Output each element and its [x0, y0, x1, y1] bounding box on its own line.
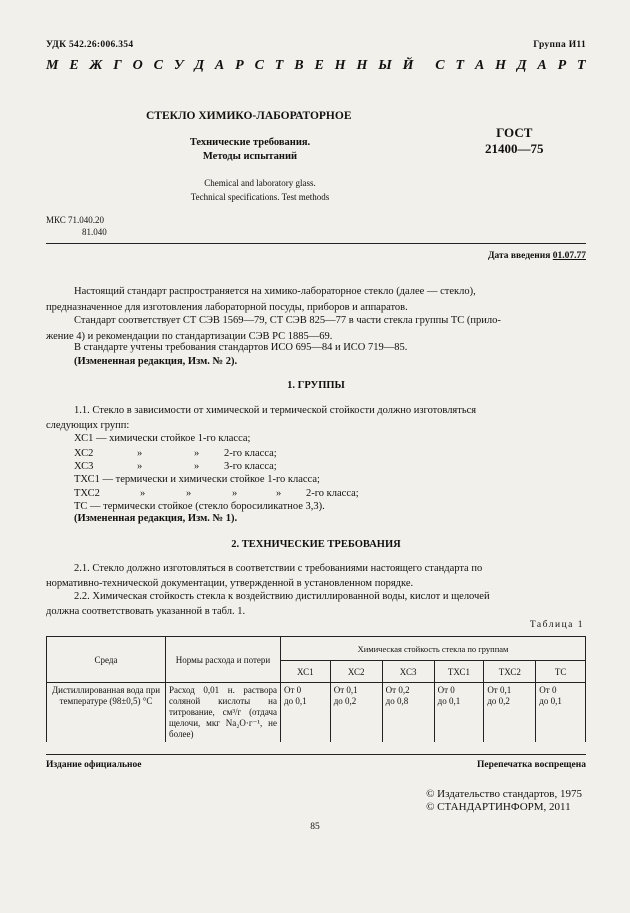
group-code: ХС2	[74, 448, 94, 459]
cell-txc2	[484, 683, 536, 743]
date-label: Дата введения	[487, 251, 551, 261]
group-code: Группа И11	[533, 40, 586, 50]
document-subtitle	[160, 136, 340, 164]
banner-letter: С	[254, 58, 264, 73]
ditto-mark: »	[276, 488, 282, 499]
cell-from: От 0	[539, 685, 557, 695]
banner-letter: Ы	[378, 58, 392, 73]
banner-letter: Е	[314, 58, 324, 73]
header-col-xc3: ХС3	[382, 661, 434, 683]
group-class: 2-го класса;	[306, 488, 359, 499]
mks-code	[46, 214, 107, 238]
page-number: 85	[310, 822, 320, 832]
subtitle-line-1: Технические требования.	[189, 137, 311, 148]
cell-xc1	[281, 683, 331, 743]
subtitle-line-2: Методы испытаний	[202, 151, 298, 162]
copyright-line-2: © СТАНДАРТИНФОРМ, 2011	[426, 801, 571, 813]
group-class: 3-го класса;	[224, 461, 277, 472]
group-code: ТХС2	[74, 488, 100, 499]
banner-letter: Н	[356, 58, 368, 73]
banner-letter: Н	[495, 58, 507, 73]
section-1-paragraph-cont: следующих групп:	[46, 420, 130, 431]
section-2-paragraph-1-cont: нормативно-технической документации, утвержденной в установленном порядке.	[46, 578, 414, 589]
ditto-mark: »	[137, 448, 143, 459]
intro-paragraph-1: Настоящий стандарт распространяется на химико-лабораторное стекло (далее — стекло),	[74, 286, 476, 297]
udk-code: УДК 542.26:006.354	[46, 40, 134, 50]
header-col-txc2: ТХС2	[484, 661, 536, 683]
group-class: 2-го класса;	[224, 448, 277, 459]
row-medium: Дистиллированная вода при температуре (98±0,5) °С	[47, 683, 166, 743]
mks-line-2: 81.040	[82, 227, 107, 237]
document-title: СТЕКЛО ХИМИКО-ЛАБОРАТОРНОЕ	[146, 110, 352, 122]
banner-letter: А	[214, 58, 225, 73]
ditto-mark: »	[140, 488, 146, 499]
cell-from: От 0,2	[385, 685, 410, 695]
gost-label: ГОСТ	[496, 125, 533, 140]
group-item-txc1: ТХС1 — термически и химически стойкое 1-го класса;	[74, 474, 320, 485]
cell-xc3	[382, 683, 434, 743]
banner-letter: В	[294, 58, 304, 73]
header-norms: Нормы расхода и потери	[166, 637, 281, 683]
banner-letter: Д	[194, 58, 205, 73]
header-col-xc1: ХС1	[281, 661, 331, 683]
section-1-paragraph: 1.1. Стекло в зависимости от химической и термической стойкости должно изготовляться	[74, 405, 477, 416]
banner-letter: Р	[557, 58, 567, 73]
gost-number	[485, 125, 544, 157]
banner-letter: Г	[113, 58, 122, 73]
banner-letter: Т	[274, 58, 284, 73]
cell-txc1	[434, 683, 484, 743]
banner-letter: Е	[69, 58, 79, 73]
banner-letter: Т	[577, 58, 586, 73]
intro-paragraph-2: Стандарт соответствует СТ СЭВ 1569—79, СТ СЭВ 825—77 в части стекла группы ТС (прило-	[74, 315, 501, 326]
footer-divider	[46, 754, 586, 755]
banner-letter: С	[153, 58, 163, 73]
cell-tc	[536, 683, 586, 743]
chemical-resistance-table	[46, 636, 586, 742]
english-title-line-1: Chemical and laboratory glass.	[204, 178, 316, 188]
banner-letter: Н	[334, 58, 346, 73]
section-2-title: 2. ТЕХНИЧЕСКИЕ ТРЕБОВАНИЯ	[231, 539, 401, 550]
cell-to: до 0,2	[487, 696, 510, 706]
banner-letter: С	[435, 58, 445, 73]
cell-from: От 0,1	[333, 685, 358, 695]
section-2-paragraph-1: 2.1. Стекло должно изготовляться в соответствии с требованиями настоящего стандарта по	[74, 563, 483, 574]
group-item-xc3	[74, 459, 277, 474]
copyright-line-1: © Издательство стандартов, 1975	[426, 788, 582, 800]
ditto-mark: »	[232, 488, 238, 499]
banner-letter: Ж	[89, 58, 103, 73]
intro-revision-note: (Измененная редакция, Изм. № 2).	[74, 356, 238, 367]
header-col-tc: ТС	[536, 661, 586, 683]
banner-letter: А	[474, 58, 485, 73]
divider	[46, 243, 586, 244]
introduction-date	[488, 251, 586, 261]
cell-to: до 0,1	[539, 696, 562, 706]
ditto-mark: »	[194, 461, 200, 472]
header-col-xc2: ХС2	[330, 661, 382, 683]
section-1-title: 1. ГРУППЫ	[287, 380, 345, 391]
section-1-revision-note: (Измененная редакция, Изм. № 1).	[74, 513, 238, 524]
ditto-mark: »	[137, 461, 143, 472]
banner-letter: А	[537, 58, 547, 73]
table-caption: Таблица 1	[529, 620, 584, 630]
banner-letter: Р	[235, 58, 244, 73]
official-edition: Издание официальное	[46, 760, 142, 770]
cell-to: до 0,1	[284, 696, 307, 706]
interstate-standard-banner	[46, 58, 586, 74]
intro-paragraph-1-cont: предназначенное для изготовления лабораторной посуды, приборов и аппаратов.	[46, 302, 408, 313]
gost-code: 21400—75	[485, 141, 544, 156]
intro-paragraph-2-cont: жение 4) и рекомендации по стандартизации СЭВ РС 1885—69.	[46, 331, 333, 342]
ditto-mark: »	[186, 488, 192, 499]
banner-letter: У	[173, 58, 184, 73]
header-medium: Среда	[47, 637, 166, 683]
header-group-resistance: Химическая стойкость стекла по группам	[281, 637, 586, 661]
cell-to: до 0,1	[437, 696, 461, 706]
banner-letter: О	[132, 58, 143, 73]
banner-letter: Д	[516, 58, 527, 73]
banner-letter: М	[46, 58, 59, 73]
section-2-paragraph-2: 2.2. Химическая стойкость стекла к воздействию дистиллированной воды, кислот и щелочей	[74, 591, 490, 602]
ditto-mark: »	[194, 448, 200, 459]
group-code: ХС3	[74, 461, 94, 472]
section-2-paragraph-2-cont: должна соответствовать указанной в табл. 1.	[46, 606, 246, 617]
date-value: 01.07.77	[552, 251, 586, 261]
cell-xc2	[330, 683, 382, 743]
banner-letter: Й	[402, 58, 414, 73]
copyright	[426, 788, 582, 814]
mks-line-1: МКС 71.040.20	[46, 215, 105, 225]
reprint-prohibited: Перепечатка воспрещена	[476, 760, 586, 770]
cell-from: От 0	[437, 685, 455, 695]
banner-letter: Т	[455, 58, 465, 73]
cell-to: до 0,2	[333, 696, 357, 706]
group-item-tc: ТС — термически стойкое (стекло боросиликатное 3,3).	[74, 501, 325, 512]
intro-paragraph-3: В стандарте учтены требования стандартов ИСО 695—84 и ИСО 719—85.	[74, 342, 408, 353]
english-title-line-2: Technical specifications. Test methods	[190, 192, 330, 202]
cell-from: От 0,1	[487, 685, 512, 695]
group-item-txc2	[74, 486, 359, 501]
english-title	[150, 176, 370, 204]
row-norm: Расход 0,01 н. раствора соляной кислоты на титрование, см³/г (отдача щелочи, мкг Na₂O·г⁻¹, не более)	[166, 683, 281, 743]
group-item-xc1: ХС1 — химически стойкое 1-го класса;	[74, 433, 251, 444]
cell-from: От 0	[284, 685, 302, 695]
header-col-txc1: ТХС1	[434, 661, 484, 683]
cell-to: до 0,8	[385, 696, 409, 706]
